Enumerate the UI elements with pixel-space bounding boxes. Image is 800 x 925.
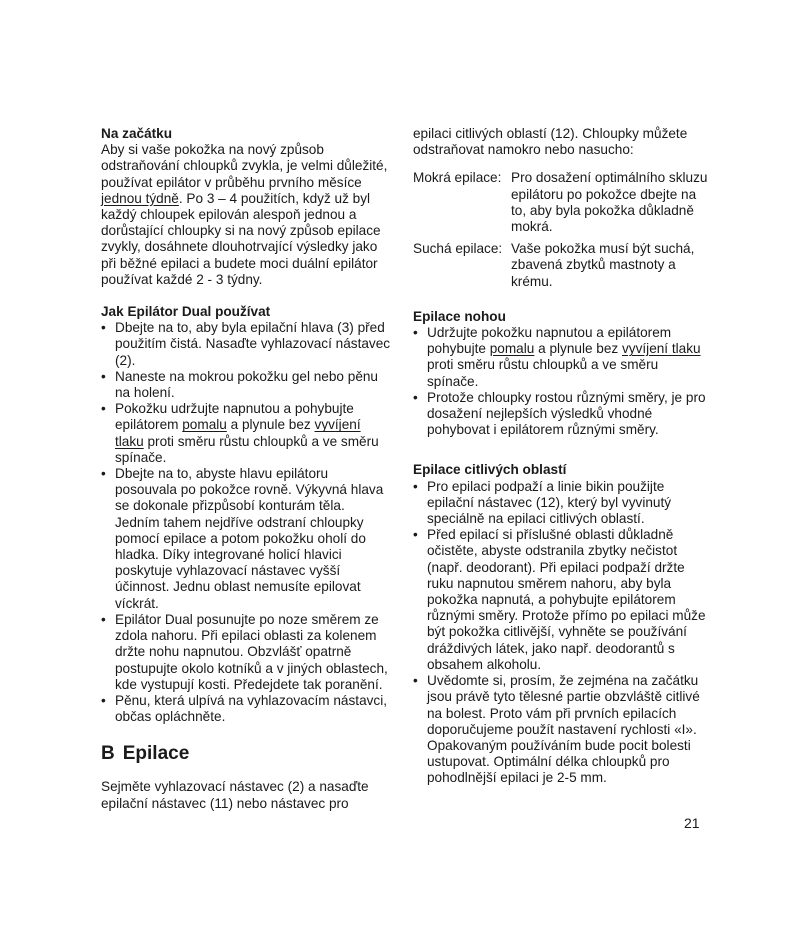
list-item-text: Před epilací si příslušné oblasti důkladně očistěte, abyste odstranila zbytky nečistot (např. deodorant). Při epilaci podpaží držte ruku napnutou směrem nahoru, aby byla pokožka napnutá, a pohybujte epilátorem různými směry. Protože přímo po epilaci může být pokožka citlivější, vyhněte se používání dráždivých látek, jako např. deodorantů s obsahem alkoholu. bbox=[427, 527, 706, 672]
list-item bbox=[101, 612, 391, 693]
list-item bbox=[101, 401, 391, 466]
epilace-paragraph: Sejměte vyhlazovací nástavec (2) a nasaďte epilační nástavec (11) nebo nástavec pro bbox=[101, 779, 369, 811]
definition-dry bbox=[413, 241, 713, 290]
list-item bbox=[413, 325, 713, 390]
bullet-icon: • bbox=[101, 368, 106, 384]
list-item bbox=[101, 466, 391, 612]
list-item bbox=[101, 320, 391, 369]
list-item-text: proti směru růstu chloupků a ve směru spínače. bbox=[115, 433, 379, 465]
intro-text-1: Aby si vaše pokožka na nový způsob odstraňování chloupků zvykla, je velmi důležité, používat epilátor v průběhu prvního měsíce bbox=[101, 142, 388, 190]
list-item bbox=[101, 693, 391, 725]
list-item-text: Naneste na mokrou pokožku gel nebo pěnu na holení. bbox=[115, 368, 378, 401]
list-item-text: a plynule bez bbox=[226, 417, 315, 433]
underlined-text: pomalu bbox=[489, 341, 535, 357]
sensitive-list bbox=[413, 479, 713, 787]
definition-desc: Vaše pokožka musí být suchá, zbavená zbytků mastnoty a krému. bbox=[511, 241, 695, 289]
bullet-icon: • bbox=[413, 527, 418, 543]
list-item-text: a plynule bez bbox=[534, 341, 622, 357]
usage-list bbox=[101, 320, 391, 725]
legs-heading: Epilace nohou bbox=[413, 308, 506, 324]
definition-desc: Pro dosažení optimálního skluzu epilátoru po pokožce dbejte na to, aby byla pokožka důkladně mokrá. bbox=[511, 170, 708, 235]
list-item-text: Pokožku udržujte napnutou a pohybujte epilátorem bbox=[115, 401, 354, 433]
list-item-text: Protože chloupky rostou různými směry, je pro dosažení nejlepších výsledků vhodné pohybovat i epilátorem různými směry. bbox=[427, 389, 706, 438]
list-item-text: Dbejte na to, aby byla epilační hlava (3) před použitím čistá. Nasaďte vyhlazovací nástavec (2). bbox=[115, 320, 391, 368]
list-item-text: proti směru růstu chloupků a ve směru spínače. bbox=[427, 357, 659, 389]
list-item-text: Dbejte na to, abyste hlavu epilátoru posouvala po pokožce rovně. Výkyvná hlava se dokonale přizpůsobí konturám těla. Jedním tahem nejdříve odstraní chloupky pomocí epilace a potom pokožku oholí do hladka. Díky integrované holicí hlavici poskytuje vyhlazovací nástavec vyšší účinnost. Jednu oblast nemusíte epilovat víckrát. bbox=[115, 466, 384, 611]
bullet-icon: • bbox=[101, 692, 106, 708]
underlined-text: vyvíjení tlaku bbox=[115, 417, 361, 449]
bullet-icon: • bbox=[413, 673, 418, 689]
sensitive-heading: Epilace citlivých oblastí bbox=[413, 462, 567, 478]
continued-paragraph: epilaci citlivých oblastí (12). Chloupky můžete odstraňovat namokro nebo nasucho: bbox=[413, 126, 688, 158]
definition-term: Suchá epilace: bbox=[413, 241, 503, 257]
list-item bbox=[413, 527, 713, 673]
list-item-text: Udržujte pokožku napnutou a epilátorem pohybujte bbox=[427, 325, 672, 357]
section-letter: B bbox=[101, 743, 115, 765]
bullet-icon: • bbox=[101, 320, 106, 336]
bullet-icon: • bbox=[101, 611, 106, 627]
underlined-text: vyvíjení tlaku bbox=[622, 341, 701, 357]
intro-paragraph bbox=[101, 142, 391, 288]
left-column bbox=[101, 126, 391, 812]
definition-term: Mokrá epilace: bbox=[413, 170, 502, 186]
definition-wet bbox=[413, 170, 713, 235]
list-item bbox=[413, 673, 713, 786]
bullet-icon: • bbox=[413, 389, 418, 405]
list-item bbox=[101, 369, 391, 401]
list-item-text: Uvědomte si, prosím, že zejména na začátku jsou právě tyto tělesné partie obzvláště citlivé na bolest. Proto vám při prvních epilacích doporučujeme použít nastavení rychlosti «I». Opakovaným používáním bude pocit bolesti ustupovat. Optimální délka chloupků pro pohodlnější epilaci je 2-5 mm. bbox=[427, 673, 700, 786]
page-number: 21 bbox=[684, 815, 700, 831]
list-item bbox=[413, 479, 713, 528]
list-item-text: Pro epilaci podpaží a linie bikin použijte epilační nástavec (12), který byl vyvinutý speciálně na epilaci citlivých oblastí. bbox=[427, 478, 672, 527]
bullet-icon: • bbox=[101, 401, 106, 417]
bullet-icon: • bbox=[413, 478, 418, 494]
list-item bbox=[413, 390, 713, 439]
underlined-text: pomalu bbox=[182, 417, 227, 433]
right-column bbox=[413, 126, 713, 787]
intro-text-2: . Po 3 – 4 použitích, když už byl každý chloupek epilován alespoň jednou a dorůstající chloupky si na nový způsob epilace zvykly, dosáhnete dlouhotrvající výsledky jako při běžné epilaci a budete moci duální epilátor používat každé 2 - 3 týdny. bbox=[101, 190, 381, 287]
section-heading bbox=[101, 743, 391, 765]
bullet-icon: • bbox=[101, 466, 106, 482]
bullet-icon: • bbox=[413, 325, 418, 341]
intro-heading: Na začátku bbox=[101, 126, 173, 141]
section-title: Epilace bbox=[122, 743, 190, 765]
usage-heading: Jak Epilátor Dual používat bbox=[101, 304, 271, 320]
legs-list bbox=[413, 325, 713, 438]
intro-underlined: jednou týdně bbox=[101, 190, 179, 206]
list-item-text: Pěnu, která ulpívá na vyhlazovacím nástavci, občas opláchněte. bbox=[115, 692, 388, 725]
list-item-text: Epilátor Dual posunujte po noze směrem ze zdola nahoru. Při epilaci oblasti za kolenem držte nohu napnutou. Obzvlášť opatrně postupujte okolo kotníků a v jiných oblastech, kde vystupují kosti. Předejdete tak poranění. bbox=[115, 611, 388, 692]
